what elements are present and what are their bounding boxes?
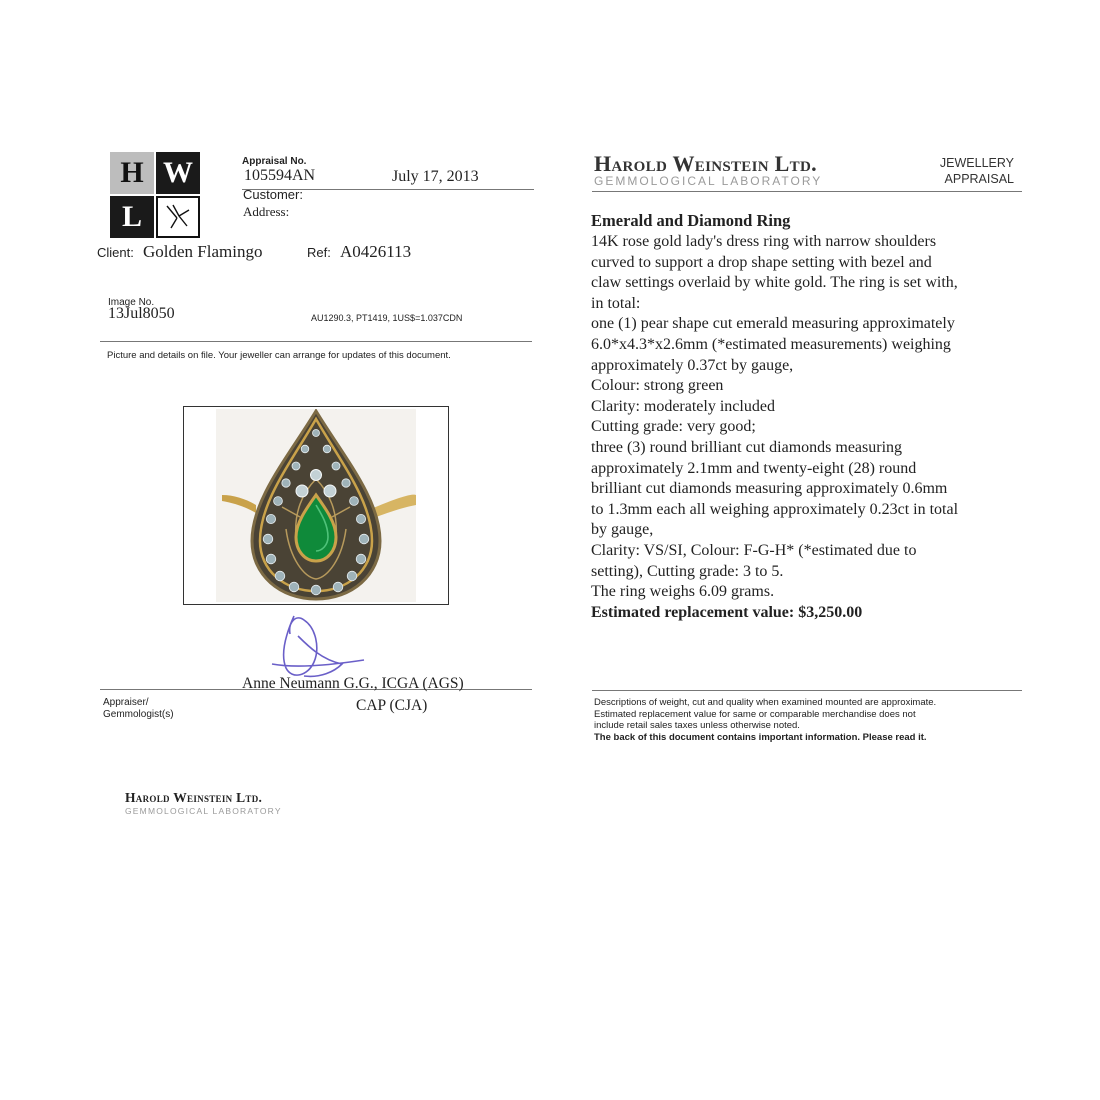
doc-type-line2: APPRAISAL — [944, 172, 1014, 186]
estimated-value: Estimated replacement value: $3,250.00 — [591, 603, 863, 621]
logo-gem-icon — [156, 196, 200, 238]
lab-name: Harold Weinstein Ltd. — [594, 151, 817, 176]
signature — [264, 606, 374, 686]
logo-letter-l: L — [110, 196, 154, 238]
description-line: setting), Cutting grade: 3 to 5. — [591, 562, 784, 580]
footer-lab-name: Harold Weinstein Ltd. — [125, 790, 263, 805]
description-line: Clarity: moderately included — [591, 397, 775, 415]
appraisal-number-label: Appraisal No. — [242, 156, 307, 167]
appraiser-name: Anne Neumann G.G., ICGA (AGS) — [242, 675, 464, 692]
description-line: curved to support a drop shape setting with bezel and — [591, 253, 932, 271]
description-line: 14K rose gold lady's dress ring with narrow shoulders — [591, 233, 937, 250]
description-line: brilliant cut diamonds measuring approximately 0.6mm — [591, 480, 948, 498]
appraiser-label-line2: Gemmologist(s) — [103, 709, 174, 720]
disclaimer-notice: The back of this document contains important information. Please read it. — [594, 731, 927, 743]
lab-subtitle: GEMMOLOGICAL LABORATORY — [594, 174, 823, 188]
lab-header-rule — [592, 191, 1022, 192]
description-line: Cutting grade: very good; — [591, 418, 756, 436]
item-title: Emerald and Diamond Ring — [591, 211, 791, 230]
address-label: Address: — [243, 204, 290, 219]
footer-lab-subtitle: GEMMOLOGICAL LABORATORY — [125, 806, 282, 816]
disclaimer-rule — [592, 690, 1022, 691]
image-no: 13Jul8050 — [108, 305, 175, 322]
appraiser-label-line1: Appraiser/ — [103, 697, 149, 708]
appraiser-credential: CAP (CJA) — [356, 697, 428, 714]
ref-value: A0426113 — [340, 242, 412, 261]
disclaimer-line: Estimated replacement value for same or comparable merchandise does not — [594, 708, 916, 720]
client-label: Client: — [97, 245, 134, 260]
appraisal-number: 105594AN — [244, 167, 316, 184]
description-line: by gauge, — [591, 521, 654, 539]
client-name: Golden Flamingo — [143, 242, 263, 261]
description-line: to 1.3mm each all weighing approximately 0.23ct in total — [591, 500, 959, 518]
disclaimer — [594, 697, 936, 743]
metal-rates: AU1290.3, PT1419, 1US$=1.037CDN — [311, 313, 463, 323]
description-line: approximately 0.37ct by gauge, — [591, 356, 794, 374]
description-line: one (1) pear shape cut emerald measuring approximately — [591, 315, 955, 333]
disclaimer-line: Descriptions of weight, cut and quality when examined mounted are approximate. — [594, 697, 937, 708]
description-line: in total: — [591, 294, 641, 312]
image-no-label: Image No. — [108, 297, 155, 308]
description-line: three (3) round brilliant cut diamonds measuring — [591, 438, 903, 456]
description-line: Clarity: VS/SI, Colour: F-G-H* (*estimated due to — [591, 541, 917, 559]
disclaimer-line: include retail sales taxes unless otherwise noted. — [594, 720, 800, 731]
hwl-logo — [110, 152, 202, 240]
doc-type-line1: JEWELLERY — [939, 156, 1014, 170]
description-line: approximately 2.1mm and twenty-eight (28) round — [591, 459, 917, 477]
ring-photo-frame — [183, 406, 449, 605]
logo-letter-h: H — [110, 152, 154, 194]
appraisal-date: July 17, 2013 — [392, 168, 479, 185]
description-line: 6.0*x4.3*x2.6mm (*estimated measurements) weighing — [591, 335, 951, 353]
customer-label: Customer: — [243, 187, 303, 202]
logo-letter-w: W — [156, 152, 200, 194]
file-note: Picture and details on file. Your jeweller can arrange for updates of this document. — [107, 350, 451, 361]
item-description — [591, 232, 1031, 623]
description-line: The ring weighs 6.09 grams. — [591, 583, 775, 601]
ring-photo — [216, 409, 416, 602]
file-note-rule — [100, 341, 532, 342]
description-line: claw settings overlaid by white gold. The ring is set with, — [591, 274, 958, 292]
description-line: Colour: strong green — [591, 377, 724, 395]
ref-label: Ref: — [307, 245, 331, 260]
